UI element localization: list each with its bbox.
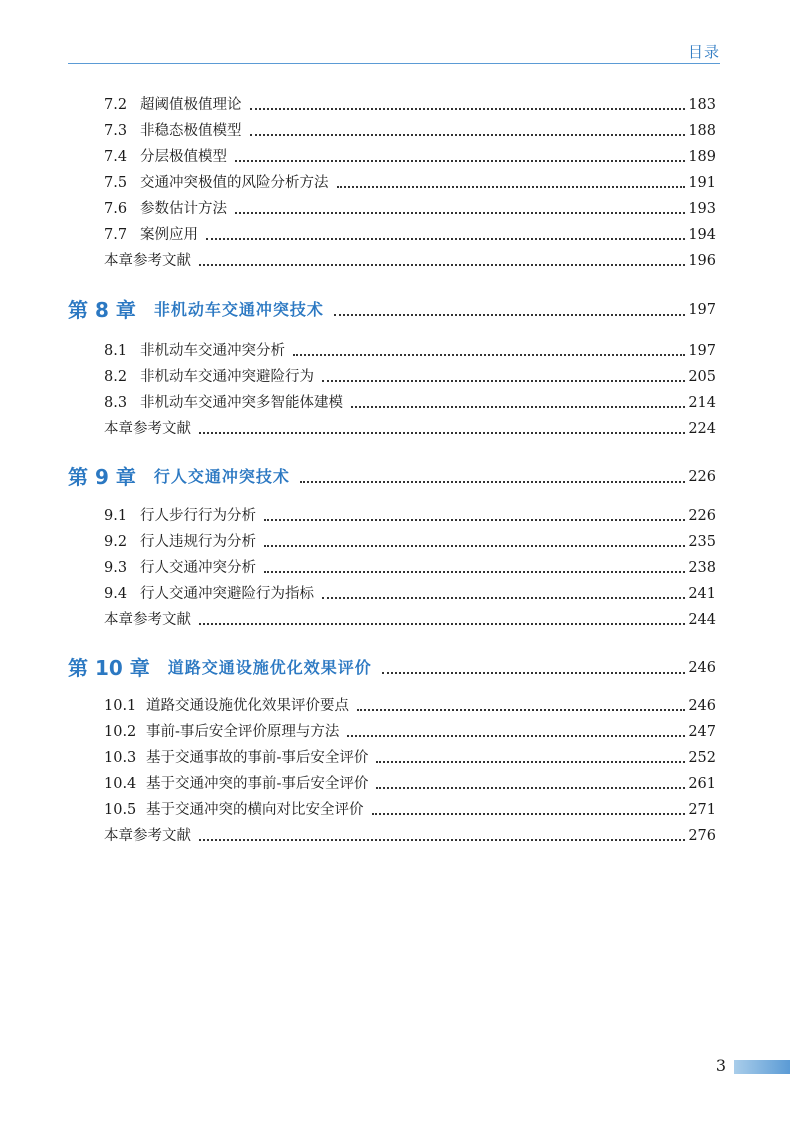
- toc-entry-title: 行人步行行为分析: [140, 508, 256, 524]
- chapter-page: 226: [688, 469, 716, 485]
- toc-entry-title: 非机动车交通冲突分析: [140, 343, 285, 359]
- toc-entry-number: 9.1: [104, 508, 128, 524]
- chapter-title: 行人交通冲突技术: [153, 467, 290, 486]
- toc-entry-number: 7.2: [104, 97, 128, 113]
- toc-chapter-9[interactable]: [68, 463, 716, 491]
- toc-entry-page: 241: [688, 586, 716, 602]
- toc-entry-page: 271: [688, 802, 716, 818]
- dot-leader: [351, 406, 685, 408]
- toc-entry-references[interactable]: [104, 609, 716, 631]
- chapter-page: 197: [688, 302, 716, 318]
- toc-entry-title: 行人违规行为分析: [140, 534, 256, 550]
- toc-entry[interactable]: [104, 198, 716, 220]
- toc-entry-page: 238: [688, 560, 716, 576]
- dot-leader: [322, 597, 685, 599]
- toc-entry-title: 行人交通冲突分析: [140, 560, 256, 576]
- toc-entry-title: 基于交通冲突的横向对比安全评价: [146, 802, 364, 818]
- toc-entry[interactable]: [104, 557, 716, 579]
- toc-entry-title: 非机动车交通冲突多智能体建模: [140, 395, 343, 411]
- toc-entry[interactable]: [104, 583, 716, 605]
- toc-entry-number: 10.1: [104, 698, 137, 714]
- toc-entry-references[interactable]: [104, 418, 716, 440]
- toc-entry-number: 8.2: [104, 369, 128, 385]
- dot-leader: [334, 314, 685, 316]
- toc-entry-page: 224: [688, 421, 716, 437]
- toc-entry-number: 7.5: [104, 175, 128, 191]
- dot-leader: [264, 545, 685, 547]
- toc-entry-page: 235: [688, 534, 716, 550]
- dot-leader: [376, 761, 685, 763]
- dot-leader: [199, 432, 685, 434]
- toc-entry-title: 超阈值极值理论: [140, 97, 242, 113]
- toc-entry-number: 10.4: [104, 776, 137, 792]
- header-rule: [68, 63, 720, 64]
- chapter-title: 非机动车交通冲突技术: [153, 300, 324, 319]
- toc-entry-references[interactable]: [104, 250, 716, 272]
- toc-entry-number: 9.2: [104, 534, 128, 550]
- toc-entry[interactable]: [104, 120, 716, 142]
- toc-entry[interactable]: [104, 773, 716, 795]
- chapter-number: 第 8 章: [68, 298, 136, 322]
- toc-entry[interactable]: [104, 366, 716, 388]
- toc-entry-title: 本章参考文献: [104, 421, 191, 437]
- dot-leader: [199, 623, 685, 625]
- toc-entry[interactable]: [104, 392, 716, 414]
- toc-entry-number: 7.7: [104, 227, 128, 243]
- toc-entry-title: 分层极值模型: [140, 149, 227, 165]
- toc-entry-number: 8.3: [104, 395, 128, 411]
- toc-entry-title: 案例应用: [140, 227, 198, 243]
- toc-entry-number: 10.2: [104, 724, 137, 740]
- toc-entry[interactable]: [104, 172, 716, 194]
- toc-entry-page: 189: [688, 149, 716, 165]
- toc-chapter-8[interactable]: [68, 296, 716, 324]
- toc-entry[interactable]: [104, 505, 716, 527]
- toc-entry-title: 非机动车交通冲突避险行为: [140, 369, 314, 385]
- chapter-number: 第 9 章: [68, 465, 136, 489]
- toc-entry-title: 本章参考文献: [104, 828, 191, 844]
- dot-leader: [300, 481, 685, 483]
- toc-entry-references[interactable]: [104, 825, 716, 847]
- dot-leader: [235, 160, 685, 162]
- toc-chapter-10[interactable]: [68, 654, 716, 682]
- toc-entry-title: 交通冲突极值的风险分析方法: [140, 175, 329, 191]
- toc-entry[interactable]: [104, 146, 716, 168]
- toc-entry[interactable]: [104, 340, 716, 362]
- toc-entry[interactable]: [104, 695, 716, 717]
- toc-entry-page: 214: [688, 395, 716, 411]
- dot-leader: [264, 519, 685, 521]
- dot-leader: [250, 134, 686, 136]
- toc-entry-title: 非稳态极值模型: [140, 123, 242, 139]
- toc-entry-title: 本章参考文献: [104, 253, 191, 269]
- dot-leader: [347, 735, 685, 737]
- toc-entry-page: 197: [688, 343, 716, 359]
- toc-entry-title: 基于交通冲突的事前-事后安全评价: [146, 776, 369, 792]
- toc-entry-title: 基于交通事故的事前-事后安全评价: [146, 750, 369, 766]
- toc-entry-number: 8.1: [104, 343, 128, 359]
- dot-leader: [382, 672, 686, 674]
- dot-leader: [372, 813, 686, 815]
- toc-entry-page: 191: [688, 175, 716, 191]
- toc-entry-number: 7.6: [104, 201, 128, 217]
- toc-entry-title: 本章参考文献: [104, 612, 191, 628]
- toc-entry[interactable]: [104, 224, 716, 246]
- toc-entry-number: 9.3: [104, 560, 128, 576]
- chapter-page: 246: [688, 660, 716, 676]
- toc-entry-page: 246: [688, 698, 716, 714]
- toc-entry-page: 188: [688, 123, 716, 139]
- dot-leader: [250, 108, 686, 110]
- dot-leader: [264, 571, 685, 573]
- dot-leader: [322, 380, 685, 382]
- dot-leader: [376, 787, 685, 789]
- toc-entry-page: 252: [688, 750, 716, 766]
- page-tab-decoration: [734, 1060, 790, 1074]
- toc-entry-title: 行人交通冲突避险行为指标: [140, 586, 314, 602]
- toc-entry-page: 247: [688, 724, 716, 740]
- page-number: 3: [715, 1056, 726, 1075]
- toc-entry-title: 参数估计方法: [140, 201, 227, 217]
- toc-entry-number: 10.5: [104, 802, 137, 818]
- toc-entry[interactable]: [104, 94, 716, 116]
- toc-entry-number: 7.4: [104, 149, 128, 165]
- toc-entry-page: 261: [688, 776, 716, 792]
- toc-entry-page: 205: [688, 369, 716, 385]
- toc-entry-page: 196: [688, 253, 716, 269]
- toc-entry-page: 244: [688, 612, 716, 628]
- toc-entry-page: 226: [688, 508, 716, 524]
- chapter-number: 第 10 章: [68, 656, 150, 680]
- toc-entry-title: 道路交通设施优化效果评价要点: [146, 698, 349, 714]
- running-header-title: 目录: [687, 43, 720, 61]
- toc-entry[interactable]: [104, 721, 716, 743]
- dot-leader: [199, 839, 685, 841]
- toc-entry-title: 事前-事后安全评价原理与方法: [146, 724, 340, 740]
- dot-leader: [293, 354, 685, 356]
- toc-entry-number: 10.3: [104, 750, 137, 766]
- toc-entry-number: 7.3: [104, 123, 128, 139]
- dot-leader: [337, 186, 686, 188]
- toc-entry-page: 183: [688, 97, 716, 113]
- toc-entry[interactable]: [104, 531, 716, 553]
- dot-leader: [235, 212, 685, 214]
- dot-leader: [206, 238, 685, 240]
- toc-entry-number: 9.4: [104, 586, 128, 602]
- chapter-title: 道路交通设施优化效果评价: [167, 658, 372, 677]
- toc-entry-page: 194: [688, 227, 716, 243]
- dot-leader: [357, 709, 685, 711]
- toc-entry[interactable]: [104, 799, 716, 821]
- dot-leader: [199, 264, 685, 266]
- toc-entry[interactable]: [104, 747, 716, 769]
- toc-entry-page: 276: [688, 828, 716, 844]
- toc-entry-page: 193: [688, 201, 716, 217]
